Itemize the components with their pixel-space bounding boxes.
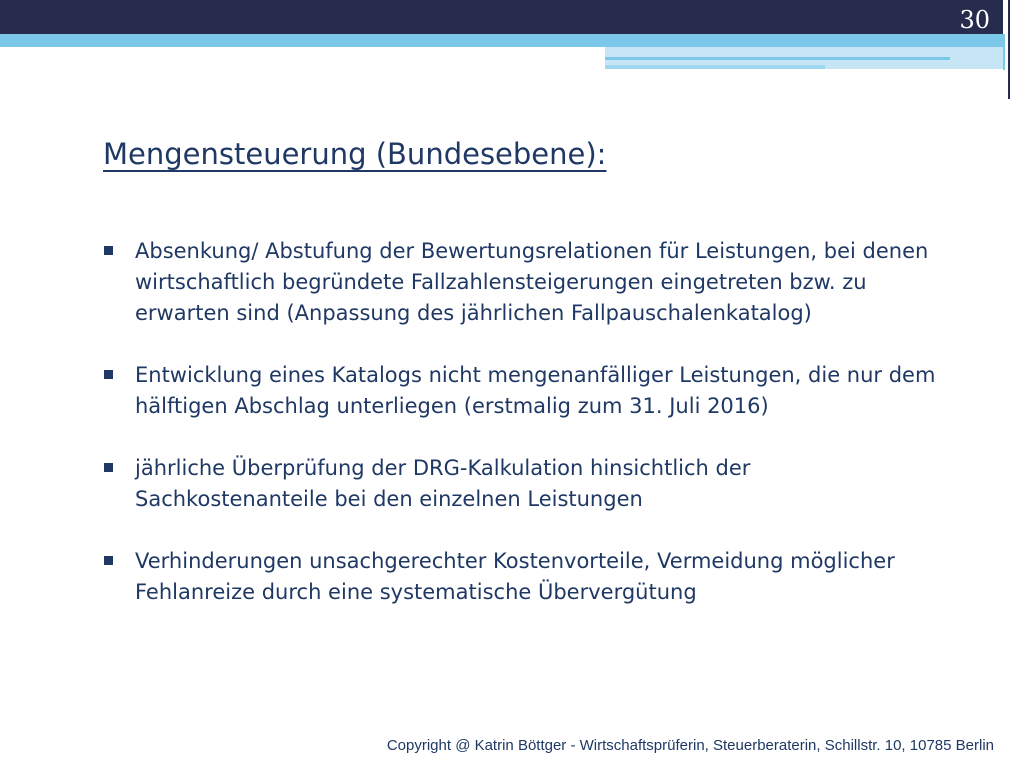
bullet-item (103, 360, 943, 422)
bullet-list (103, 236, 943, 639)
header-vertical-line (1008, 0, 1010, 99)
slide-title: Mengensteuerung (Bundesebene): (103, 137, 607, 171)
header-accent-line-lower (605, 65, 825, 69)
bullet-text: Entwicklung eines Katalogs nicht mengenanfälliger Leistungen, die nur dem hälftigen Abschlag unterliegen (erstmalig zum 31. Juli 2016) (135, 363, 936, 418)
square-bullet-icon (104, 246, 113, 255)
bullet-item (103, 236, 943, 329)
bullet-text: Absenkung/ Abstufung der Bewertungsrelationen für Leistungen, bei denen wirtschaftlich begründete Fallzahlensteigerungen eingetreten bzw. zu erwarten sind (Anpassung des jährlichen Fallpauschalenkatalog) (135, 239, 929, 325)
bullet-text: Verhinderungen unsachgerechter Kostenvorteile, Vermeidung möglicher Fehlanreize durch eine systematische Übervergütung (135, 549, 895, 604)
square-bullet-icon (104, 556, 113, 565)
bullet-item (103, 453, 943, 515)
square-bullet-icon (104, 463, 113, 472)
page-number: 30 (959, 6, 990, 34)
header-vertical-line-inner (1003, 34, 1005, 70)
bullet-item (103, 546, 943, 608)
header-bar-blue (0, 34, 1003, 47)
footer-copyright: Copyright @ Katrin Böttger - Wirtschaftsprüferin, Steuerberaterin, Schillstr. 10, 10785 Berlin (386, 737, 994, 754)
bullet-text: jährliche Überprüfung der DRG-Kalkulation hinsichtlich der Sachkostenanteile bei den einzelnen Leistungen (135, 456, 751, 511)
header-bar-dark (0, 0, 1003, 34)
header-accent-line (605, 57, 950, 60)
square-bullet-icon (104, 370, 113, 379)
